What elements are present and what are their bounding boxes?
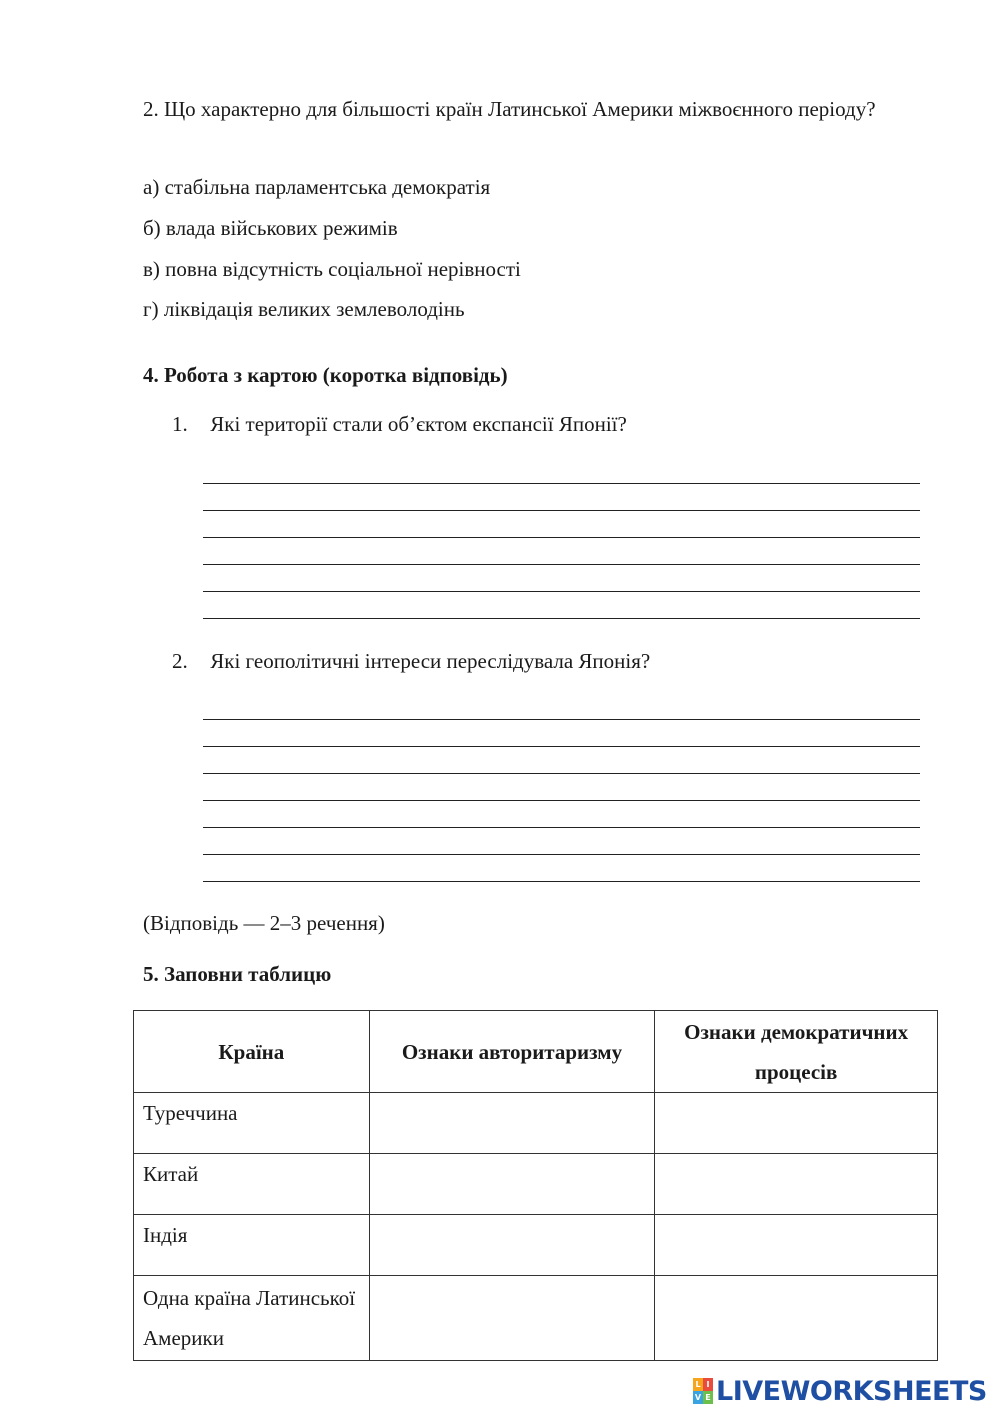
- answer-line-rule: [203, 483, 920, 484]
- header-democratic-processes: Ознаки демократичних процесів: [655, 1011, 938, 1093]
- map-question-1-text: Які території стали об’єктом експансії Японії?: [210, 412, 627, 436]
- answer-line-rule: [203, 881, 920, 882]
- latam-authoritarianism-cell[interactable]: [369, 1276, 655, 1361]
- option-b: б) влада військових режимів: [143, 216, 398, 240]
- answer-2-line-2[interactable]: [203, 721, 920, 745]
- china-authoritarianism-cell[interactable]: [369, 1154, 655, 1215]
- map-question-2: [172, 647, 650, 675]
- answer-1-line-4[interactable]: [203, 539, 920, 563]
- answer-1-line-3[interactable]: [203, 512, 920, 536]
- answer-lines-1: [203, 458, 920, 628]
- answer-line-rule: [203, 510, 920, 511]
- answer-line-rule: [203, 827, 920, 828]
- china-authoritarianism-input[interactable]: [370, 1154, 655, 1208]
- option-a: а) стабільна парламентська демократія: [143, 175, 491, 199]
- answer-2-line-7[interactable]: [203, 856, 920, 880]
- china-democratic-input[interactable]: [655, 1154, 937, 1208]
- answer-line-rule: [203, 719, 920, 720]
- answer-lines-2: [203, 694, 920, 889]
- answer-1-line-2[interactable]: [203, 485, 920, 509]
- answer-line-rule: [203, 591, 920, 592]
- logo-icon-letter: L: [693, 1378, 703, 1391]
- answer-line-rule: [203, 800, 920, 801]
- header-authoritarianism: Ознаки авторитаризму: [369, 1011, 655, 1093]
- india-democratic-cell[interactable]: [655, 1215, 938, 1276]
- map-question-2-text: Які геополітичні інтереси переслідувала Японія?: [210, 649, 651, 673]
- answer-line-rule: [203, 537, 920, 538]
- china-democratic-cell[interactable]: [655, 1154, 938, 1215]
- table-row: [134, 1215, 938, 1276]
- map-question-1-number: 1.: [172, 412, 188, 436]
- answer-1-line-1[interactable]: [203, 458, 920, 482]
- table-row: [134, 1154, 938, 1215]
- fill-in-table: [133, 1010, 938, 1361]
- logo-icon-letter: E: [703, 1391, 713, 1404]
- table-header-row: [134, 1011, 938, 1093]
- table-row: [134, 1276, 938, 1361]
- option-v: в) повна відсутність соціальної нерівності: [143, 257, 521, 281]
- liveworksheets-logo-text: LIVEWORKSHEETS: [716, 1375, 987, 1407]
- latam-democratic-input[interactable]: [655, 1276, 937, 1330]
- answer-line-rule: [203, 854, 920, 855]
- answer-2-line-1[interactable]: [203, 694, 920, 718]
- answer-1-line-6[interactable]: [203, 593, 920, 617]
- liveworksheets-logo-icon: [693, 1378, 713, 1404]
- option-g: г) ліквідація великих землеволодінь: [143, 297, 465, 321]
- answer-1-line-5[interactable]: [203, 566, 920, 590]
- answer-length-note: (Відповідь — 2–3 речення): [143, 911, 385, 935]
- answer-2-line-4[interactable]: [203, 775, 920, 799]
- latam-democratic-cell[interactable]: [655, 1276, 938, 1361]
- india-democratic-input[interactable]: [655, 1215, 937, 1269]
- turkey-democratic-cell[interactable]: [655, 1093, 938, 1154]
- answer-line-rule: [203, 564, 920, 565]
- header-country: Країна: [134, 1011, 370, 1093]
- row-country-latin-america: Одна країна Латинської Америки: [134, 1276, 370, 1361]
- table-row: [134, 1093, 938, 1154]
- row-country-turkey: Туреччина: [134, 1093, 370, 1154]
- section-5-title: 5. Заповни таблицю: [143, 962, 332, 986]
- answer-2-line-5[interactable]: [203, 802, 920, 826]
- india-authoritarianism-input[interactable]: [370, 1215, 655, 1269]
- answer-line-rule: [203, 618, 920, 619]
- map-question-1: [172, 410, 627, 438]
- turkey-democratic-input[interactable]: [655, 1093, 937, 1147]
- row-country-india: Індія: [134, 1215, 370, 1276]
- answer-line-rule: [203, 773, 920, 774]
- turkey-authoritarianism-cell[interactable]: [369, 1093, 655, 1154]
- logo-icon-letter: V: [694, 1393, 702, 1402]
- map-question-2-number: 2.: [172, 649, 188, 673]
- logo-icon-letter: I: [703, 1378, 713, 1391]
- answer-2-line-3[interactable]: [203, 748, 920, 772]
- latam-authoritarianism-input[interactable]: [370, 1276, 655, 1330]
- liveworksheets-logo[interactable]: [693, 1374, 987, 1408]
- india-authoritarianism-cell[interactable]: [369, 1215, 655, 1276]
- row-country-china: Китай: [134, 1154, 370, 1215]
- turkey-authoritarianism-input[interactable]: [370, 1093, 655, 1147]
- question-2-text: 2. Що характерно для більшості країн Латинської Америки міжвоєнного періоду?: [143, 97, 876, 121]
- section-4-title: 4. Робота з картою (коротка відповідь): [143, 363, 508, 387]
- answer-line-rule: [203, 746, 920, 747]
- answer-2-line-6[interactable]: [203, 829, 920, 853]
